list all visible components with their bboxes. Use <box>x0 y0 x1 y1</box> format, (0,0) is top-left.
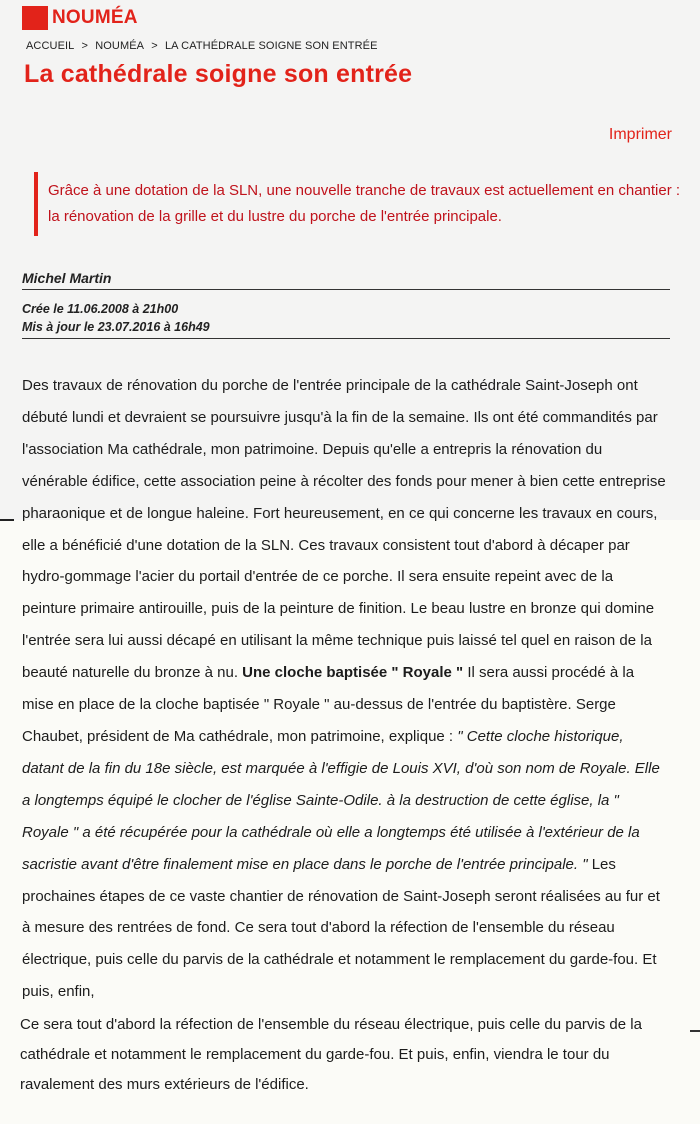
article-dates <box>22 300 670 339</box>
created-date: Crée le 11.06.2008 à 21h00 <box>22 302 179 316</box>
section-header <box>22 6 138 30</box>
paragraph-text: Les prochaines étapes de ce vaste chantier de rénovation de Saint-Joseph seront réalisées au fur et à mesure des rentrées de fond. Ce sera tout d'abord la réfection de l'ensemble du réseau électrique, puis celle du parvis de la cathédrale et notamment le remplacement du garde-fou. Et puis, enfin, <box>22 855 660 1001</box>
breadcrumb <box>26 40 382 52</box>
section-square-icon <box>22 6 48 30</box>
scan-seam-mark <box>0 519 14 521</box>
article-body <box>22 370 668 1008</box>
article-paragraph <box>22 370 668 1008</box>
section-name[interactable]: NOUMÉA <box>52 7 138 28</box>
breadcrumb-separator: > <box>151 40 158 52</box>
breadcrumb-home[interactable]: ACCUEIL <box>26 40 75 52</box>
article-quote: " Cette cloche historique, datant de la fin du 18e siècle, est marquée à l'effigie de Louis XVI, d'où son nom de Royale. Elle a longtemps équipé le clocher de l'église Sainte-Odile. à la destruction de cette église, la " Royale " a été récupérée pour la cathédrale où elle a longtemps été utilisée à l'extérieur de la sacristie avant d'être finalement mise en place dans le porche de l'entrée principale. " <box>22 727 660 873</box>
article-paragraph-final: Ce sera tout d'abord la réfection de l'ensemble du réseau électrique, puis celle du parvis de la cathédrale et notamment le remplacement du garde-fou. Et puis, enfin, viendra le tour du ravalement des murs extérieurs de l'édifice. <box>20 1016 642 1093</box>
breadcrumb-separator: > <box>81 40 89 52</box>
updated-date: Mis à jour le 23.07.2016 à 16h49 <box>22 320 210 334</box>
breadcrumb-section[interactable]: NOUMÉA <box>95 40 145 52</box>
page-title: La cathédrale soigne son entrée <box>24 60 413 88</box>
breadcrumb-current: LA CATHÉDRALE SOIGNE SON ENTRÉE <box>164 40 378 52</box>
article-lead: Grâce à une dotation de la SLN, une nouvelle tranche de travaux est actuellement en chantier : la rénovation de la grille et du lustre du porche de l'entrée principale. <box>34 172 684 236</box>
paragraph-text: Des travaux de rénovation du porche de l'entrée principale de la cathédrale Saint-Joseph ont débuté lundi et devraient se poursuivre jusqu'à la fin de la semaine. Ils ont été commandités par l'association Ma cathédrale, mon patrimoine. Depuis qu'elle a entrepris la rénovation du vénérable édifice, cette association peine à récolter des fonds pour mener à bien cette entreprise pharaonique et de longue haleine. Fort heureusement, en ce qui concerne les travaux en cours, elle a bénéficié d'une dotation de la SLN. Ces travaux consistent tout d'abord à décaper par hydro-gommage l'acier du portail d'entrée de ce porche. Il sera ensuite repeint avec de la peinture primaire antirouille, puis de la peinture de finition. Le beau lustre en bronze qui domine l'entrée sera lui aussi décapé en utilisant la même technique puis laissé tel quel en raison de la beauté naturelle du bronze à nu. <box>22 377 666 682</box>
paragraph-text: Il sera aussi procédé à la mise en place de la cloche baptisée " Royale " au-dessus de l'entrée du baptistère. Serge Chaubet, président de Ma cathédrale, mon patrimoine, explique : <box>22 664 635 745</box>
scan-seam-mark-right <box>690 1030 700 1032</box>
author-name: Michel Martin <box>22 270 670 290</box>
print-link[interactable]: Imprimer <box>608 126 672 143</box>
article-subheading: Une cloche baptisée " Royale " <box>242 664 464 682</box>
